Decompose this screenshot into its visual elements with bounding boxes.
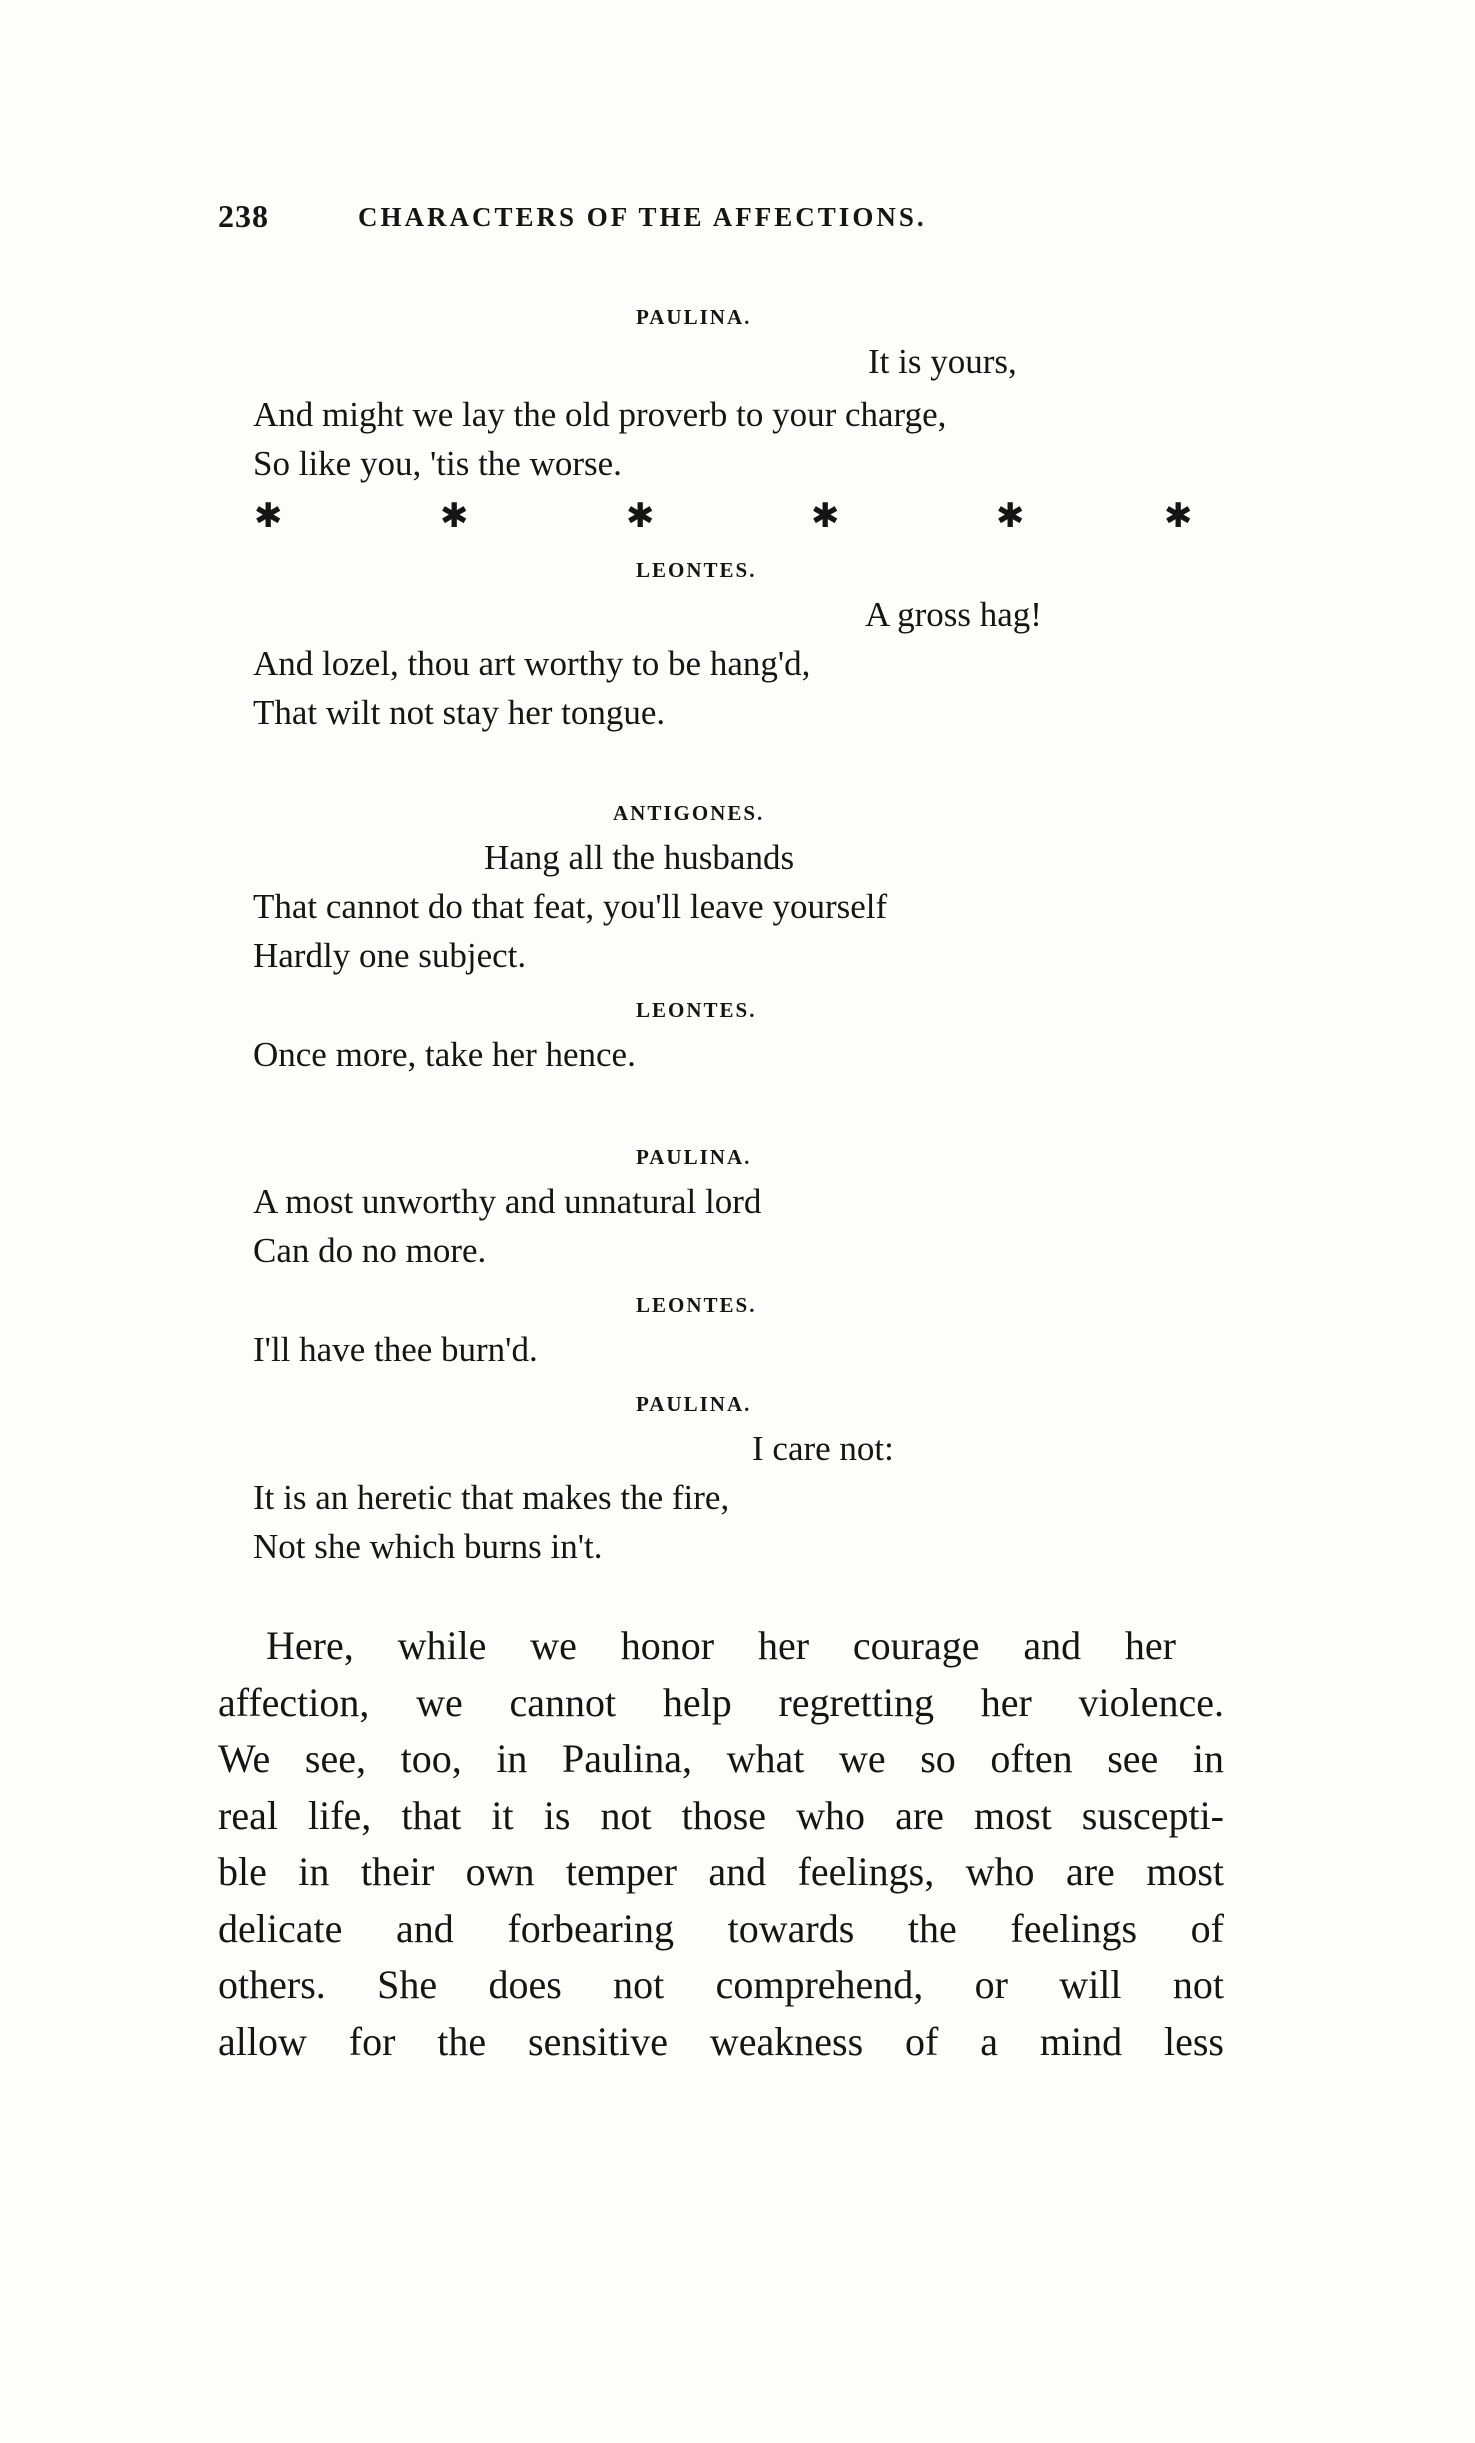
speaker-name: PAULINA.: [636, 305, 752, 329]
speaker-name: PAULINA.: [636, 1145, 752, 1169]
commentary-line: real life, that it is not those who are most suscepti-: [218, 1792, 1224, 1838]
verse-line: That cannot do that feat, you'll leave yourself: [253, 887, 888, 926]
speaker-name: ANTIGONES.: [613, 801, 765, 825]
asterisk-glyph: ✱: [811, 496, 840, 536]
speaker-name: LEONTES.: [636, 998, 757, 1022]
verse-line: A most unworthy and unnatural lord: [253, 1182, 762, 1221]
speaker-name: LEONTES.: [636, 558, 757, 582]
commentary-paragraph: [218, 1618, 1224, 2070]
asterisk-glyph: ✱: [440, 496, 469, 536]
asterisk-glyph: ✱: [1164, 496, 1193, 536]
verse-line: I care not:: [752, 1429, 894, 1468]
verse-line: Once more, take her hence.: [253, 1035, 636, 1074]
verse-line: I'll have thee burn'd.: [253, 1330, 538, 1369]
verse-line: It is an heretic that makes the fire,: [253, 1478, 730, 1517]
page-number: 238: [218, 198, 269, 234]
verse-line: So like you, 'tis the worse.: [253, 444, 622, 483]
commentary-line: others. She does not comprehend, or will not: [218, 1962, 1224, 2007]
commentary-line: We see, too, in Paulina, what we so often see in: [218, 1736, 1224, 1781]
verse-line: A gross hag!: [865, 595, 1042, 634]
running-head: [218, 198, 1138, 246]
speaker-name: PAULINA.: [636, 1392, 752, 1416]
verse-line: And might we lay the old proverb to your charge,: [253, 395, 947, 434]
commentary-line: delicate and forbearing towards the feelings of: [218, 1905, 1224, 1951]
verse-line: That wilt not stay her tongue.: [253, 693, 666, 732]
verse-line: Hang all the husbands: [484, 838, 795, 877]
verse-line: And lozel, thou art worthy to be hang'd,: [253, 644, 811, 683]
asterisk-glyph: ✱: [626, 496, 655, 536]
commentary-line: allow for the sensitive weakness of a mind less: [218, 2018, 1224, 2064]
asterisk-glyph: ✱: [996, 496, 1025, 536]
commentary-line: affection, we cannot help regretting her violence.: [218, 1679, 1224, 1725]
verse-line: Can do no more.: [253, 1231, 487, 1270]
verse-line: It is yours,: [868, 342, 1017, 381]
speaker-name: LEONTES.: [636, 1293, 757, 1317]
verse-line: Not she which burns in't.: [253, 1527, 603, 1566]
commentary-line: ble in their own temper and feelings, who are most: [218, 1849, 1224, 1894]
asterism: [254, 496, 1193, 536]
running-title: CHARACTERS OF THE AFFECTIONS.: [358, 202, 927, 232]
verse-line: Hardly one subject.: [253, 936, 527, 975]
asterisk-glyph: ✱: [254, 496, 283, 536]
commentary-line: Here, while we honor her courage and her: [266, 1623, 1176, 1668]
